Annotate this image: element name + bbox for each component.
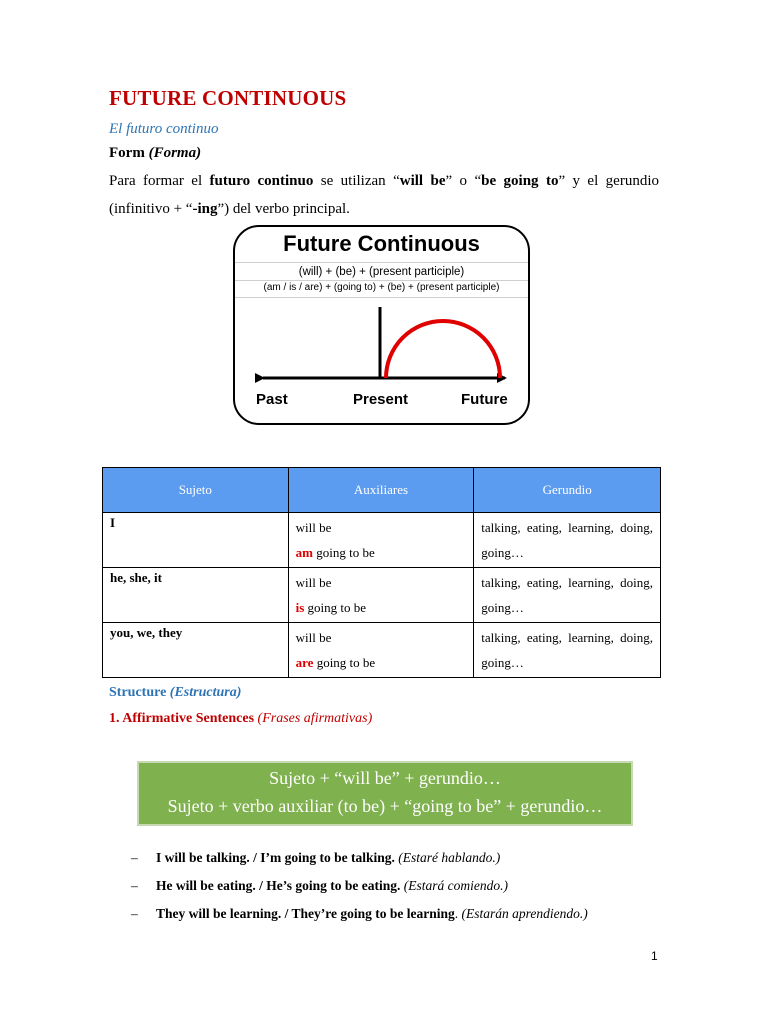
list-item [131,876,588,904]
list-item [131,904,588,932]
table-header-row [103,468,661,513]
subject-cell: I [103,513,289,568]
diagram-formula-secondary: (am / is / are) + (going to) + (be) + (present participle) [263,282,500,293]
list-item [131,848,588,876]
auxiliary-cell [288,568,474,623]
auxiliary-cell [288,623,474,678]
structure-heading [109,685,241,701]
diagram-formula-primary: (will) + (be) + (present participle) [298,266,465,278]
formula-line-will-be: Sujeto + “will be” + gerundio… [269,768,501,788]
dash-bullet: – [131,878,138,893]
affirmative-label: 1. Affirmative Sentences [109,711,255,726]
example-spanish: (Estaré hablando.) [398,850,501,865]
example-list [131,848,588,932]
structure-label-es: (Estructura) [169,685,242,700]
aux-going-text: going to be [304,600,367,615]
intro-bold: futuro continuo [209,173,314,189]
header-subject: Sujeto [103,468,289,513]
dash-bullet: – [131,906,138,921]
example-english: I will be talking. / I’m going to be talking. [156,850,395,865]
intro-text: ” y el gerundio (infinitivo + “ [109,173,659,217]
form-heading [109,145,201,162]
page-number: 1 [651,949,658,963]
intro-text: ” o “ [445,173,482,189]
subtitle: El futuro continuo [109,121,219,137]
formula-line-going-to: Sujeto + verbo auxiliar (to be) + “going to be” + gerundio… [167,796,603,816]
table-row [103,568,661,623]
formula-box [137,761,633,826]
intro-bold: will be [399,173,446,189]
aux-going-text: going to be [313,655,376,670]
form-label-es: (Forma) [148,145,202,161]
table-row [103,623,661,678]
structure-label: Structure [109,685,167,700]
header-auxiliaries: Auxiliares [288,468,474,513]
affirmative-label-es: (Frases afirmativas) [257,711,373,726]
intro-paragraph [109,167,659,223]
gerund-cell: talking, eating, learning, doing, going… [474,513,661,568]
intro-bold: -ing [192,201,218,217]
label-future: Future [461,391,508,408]
conjugation-table [102,467,661,678]
page-title: FUTURE CONTINUOUS [109,86,347,110]
example-separator: . [454,906,462,921]
label-present: Present [353,391,409,408]
example-spanish: (Estarán aprendiendo.) [461,906,588,921]
aux-will-be: will be [295,520,332,535]
table-row [103,513,661,568]
aux-verb-highlight: is [295,600,305,615]
aux-going-to [296,540,467,565]
label-past: Past [256,391,288,408]
aux-verb-highlight: am [295,545,313,560]
example-english: He will be eating. / He’s going to be eating. [156,878,401,893]
aux-going-to [296,595,467,620]
diagram-title: Future Continuous [283,231,480,256]
header-gerund: Gerundio [474,468,661,513]
aux-verb-highlight: are [295,655,314,670]
gerund-cell: talking, eating, learning, doing, going… [474,568,661,623]
form-label: Form [109,145,145,161]
subject-cell: you, we, they [103,623,289,678]
gerund-cell: talking, eating, learning, doing, going… [474,623,661,678]
intro-text: ”) del verbo principal. [217,201,350,217]
example-spanish: (Estará comiendo.) [403,878,508,893]
timeline-diagram [233,225,530,425]
aux-will-be: will be [295,575,332,590]
intro-text: se utilizan “ [313,173,400,189]
subject-cell: he, she, it [103,568,289,623]
intro-text: Para formar el [109,173,210,189]
auxiliary-cell [288,513,474,568]
aux-will-be: will be [295,630,332,645]
intro-bold: be going to [481,173,559,189]
dash-bullet: – [131,850,138,865]
affirmative-heading [109,711,372,727]
future-arc [386,321,500,378]
aux-going-text: going to be [312,545,375,560]
aux-going-to [296,650,467,675]
example-english: They will be learning. / They’re going to be learning [156,906,455,921]
